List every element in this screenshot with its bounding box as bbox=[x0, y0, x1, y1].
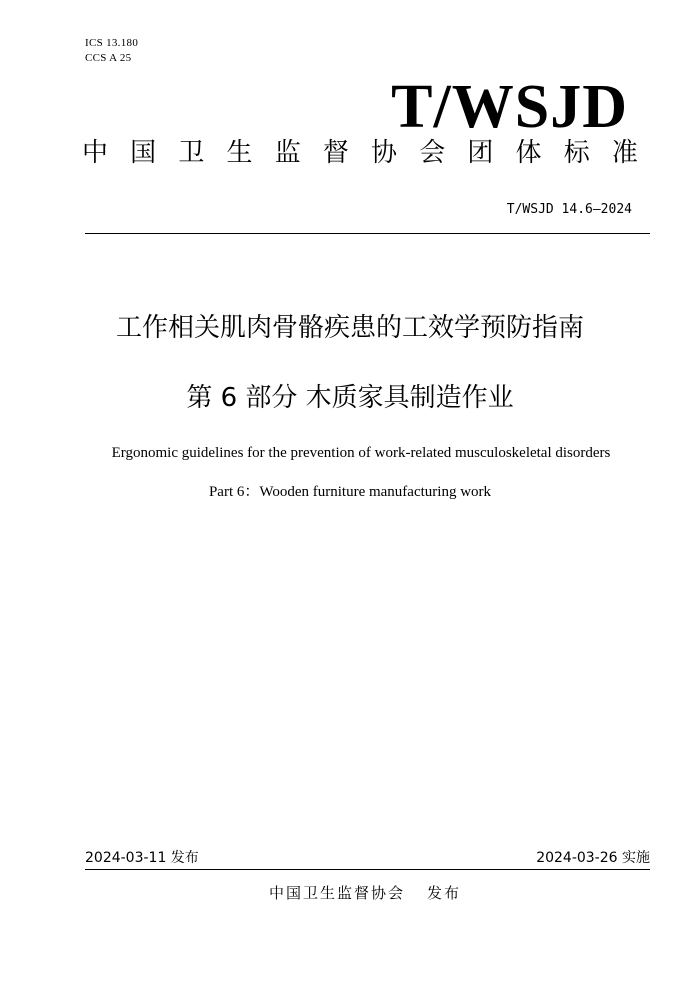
heading-char: 国 bbox=[130, 138, 157, 168]
classification-codes bbox=[85, 36, 138, 66]
implementation-date: 2024-03-26 实施 bbox=[536, 850, 650, 866]
top-divider bbox=[85, 233, 650, 234]
title-english: Ergonomic guidelines for the prevention of work-related musculoskeletal disorders bbox=[111, 445, 611, 461]
heading-char: 协 bbox=[371, 138, 398, 168]
organization-standard-heading bbox=[82, 135, 638, 171]
part-title-english: Part 6：Wooden furniture manufacturing work bbox=[208, 484, 492, 500]
publisher-name: 中国卫生监督协会 bbox=[268, 884, 405, 902]
title-chinese: 工作相关肌肉骨骼疾患的工效学预防指南 bbox=[115, 313, 584, 343]
heading-char: 生 bbox=[226, 138, 253, 168]
ccs-code: CCS A 25 bbox=[85, 52, 132, 64]
heading-char: 监 bbox=[274, 138, 301, 168]
standard-logo: T/WSJD bbox=[391, 73, 628, 141]
heading-char: 卫 bbox=[178, 138, 205, 168]
part-title-chinese: 第 6 部分 木质家具制造作业 bbox=[186, 383, 514, 413]
standard-number: T/WSJD 14.6—2024 bbox=[506, 202, 632, 217]
issue-date: 2024-03-11 发布 bbox=[85, 850, 199, 866]
heading-char: 中 bbox=[82, 138, 109, 168]
ics-code: ICS 13.180 bbox=[85, 37, 139, 49]
heading-char: 团 bbox=[467, 138, 494, 168]
publisher-action: 发布 bbox=[427, 884, 462, 902]
heading-char: 体 bbox=[515, 138, 542, 168]
heading-char: 会 bbox=[419, 138, 446, 168]
heading-char: 标 bbox=[563, 138, 590, 168]
bottom-divider bbox=[85, 869, 650, 870]
heading-char: 督 bbox=[322, 138, 349, 168]
heading-char: 准 bbox=[611, 138, 638, 168]
publisher-line bbox=[0, 882, 700, 904]
